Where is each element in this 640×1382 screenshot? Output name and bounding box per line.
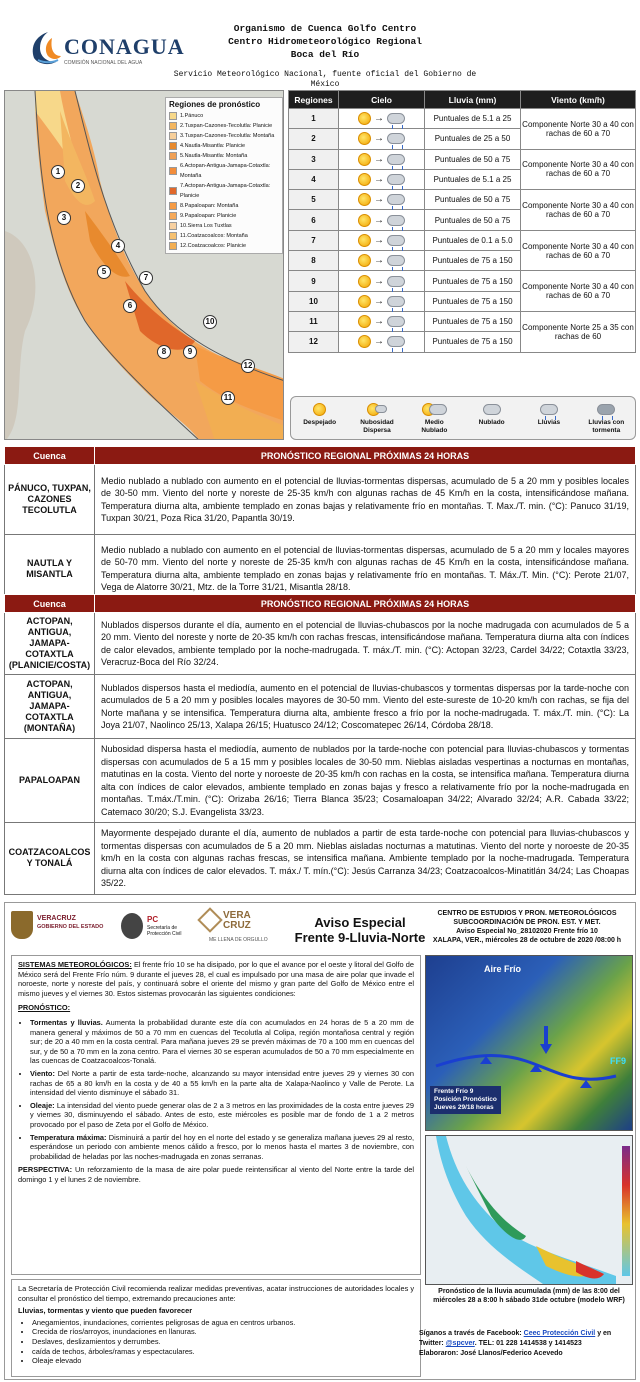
map-legend <box>165 97 283 254</box>
rain-amount: Puntuales de 75 a 150 <box>425 311 521 331</box>
region-number: 3 <box>289 149 339 169</box>
sun-icon <box>313 403 326 416</box>
sky-condition <box>339 149 425 169</box>
table-row <box>5 535 636 603</box>
issuer-line-2: SUBCOORDINACIÓN DE PRON. EST. Y MET. <box>453 919 601 926</box>
government-logos <box>9 909 279 949</box>
sky-condition <box>339 271 425 291</box>
legend-label: 5.Nautla-Misantla: Montaña <box>180 153 248 159</box>
perspectiva-text: Un reforzamiento de la masa de aire polar puede reintensificar al viento del Norte entre la tarde del domingo 1 y el lunes 2 de noviembre. <box>18 1165 414 1184</box>
veracruz-brand-text: VERA CRUZ <box>223 910 251 931</box>
rain-amount: Puntuales de 25 a 50 <box>425 129 521 149</box>
rain-cloud-icon <box>387 255 405 266</box>
arrow-right-icon: → <box>374 316 384 328</box>
legend-item <box>169 121 279 131</box>
footer-authors: Elaboraron: José Llanos/Federico Acevedo <box>419 1350 563 1357</box>
sky-legend-item <box>354 401 400 435</box>
cuenca-name: PÁNUCO, TUXPAN, CAZONES TECOLUTLA <box>5 465 95 535</box>
brand-sub: COMISIÓN NACIONAL DEL AGUA <box>64 60 143 66</box>
wrf-rain-map <box>425 1135 633 1285</box>
cloud-icon <box>375 405 387 413</box>
legend-swatch <box>169 122 177 130</box>
logo-text: VERACRUZ <box>37 915 76 922</box>
legend-item <box>169 201 279 211</box>
cuenca-forecast: Medio nublado a nublado con aumento en el potencial de lluvias-tormentas dispersas, acumulado de 5 a 20 mm y posibles locales de 30-50 mm. Viento del norte y noreste de 25-35 km/h con algunas rachas de 45 Km/h en la costa, intensificándose mañana. Temperatura diurna alta, ambiente templado en zonas bajas y relativamente frío en montañas. T. Max./T. min. (°C): Panuco 31/19, Tuxpan 30/21, Poza Rica 31/20, Papantla 30/19. <box>95 465 636 535</box>
rain-amount: Puntuales de 75 a 150 <box>425 271 521 291</box>
legend-item <box>169 151 279 161</box>
recommendations <box>11 1279 421 1377</box>
legend-label: 7.Actopan-Antigua-Jamapa-Cotaxtla: Planicie <box>180 183 271 199</box>
item-heading: Tormentas y lluvias. <box>30 1017 103 1027</box>
wind-forecast: Componente Norte 30 a 40 con rachas de 60 a 70 <box>521 190 636 231</box>
front-box-line-3: Jueves 29/18 horas <box>434 1104 494 1111</box>
list-item <box>30 1101 414 1130</box>
region-marker: 5 <box>97 265 111 279</box>
legend-swatch <box>169 232 177 240</box>
cuenca-forecast: Nublados dispersos hasta el mediodía, aumento en el potencial de lluvias-chubascos y tormentas dispersas por la tarde-noche con acumulados de 5 a 20 mm y posibles locales mayores de 30-50 mm. Viento del este-sureste de 10-20 km/h con rachas, se fija del Norte mañana y se intensifica. Temperatura diurna alta, ambiente fresco a frío por la noche-madrugada. T. máx./T. min. (°C): La Joya 21/07, Naolinco 25/13, Xalapa 26/15; Huatusco 24/12; Coscomatepec 26/14, Córdoba 28/18. <box>95 675 636 739</box>
header <box>0 0 640 88</box>
legend-swatch <box>169 152 177 160</box>
item-text: Aumenta la probabilidad durante este día con acumulados en 24 horas de 5 a 20 mm de manera general y máximos de 50 a 70 mm en cuencas del Tecolutla al Colipa, región montañosa central y región sur; de 20 a 40 mm en la costa central. Para mañana jueves 29 se prevén máximas de 70 a 100 mm en cuencas del sur, y de 50 a 70 mm en la zona centro. Para el viernes 30 se esperan acumulados de 50 a 70 mm especialmente en las cuencas de Coatzacoalcos-Tonalá. <box>30 1017 414 1066</box>
conagua-emblem-icon <box>28 30 62 66</box>
region-marker: 7 <box>139 271 153 285</box>
logo-subtext: GOBIERNO DEL ESTADO <box>37 924 104 930</box>
header-title-block <box>160 22 490 61</box>
sun-icon <box>358 153 371 166</box>
region-number: 9 <box>289 271 339 291</box>
aviso-title-2: Frente 9-Lluvia-Norte <box>294 930 426 945</box>
sun-icon <box>358 193 371 206</box>
rain-cloud-icon <box>387 235 405 246</box>
cuenca-name: ACTOPAN, ANTIGUA, JAMAPA-COTAXTLA (PLANICIE/COSTA) <box>5 613 95 675</box>
sky-condition <box>339 291 425 311</box>
sun-icon <box>358 254 371 267</box>
table-row <box>289 230 636 250</box>
facebook-link[interactable]: Ceec Protección Civil <box>523 1330 596 1337</box>
list-item: • caída de techos, árboles/ramas y espectaculares. <box>32 1347 414 1357</box>
legend-label: 6.Actopan-Antigua-Jamapa-Cotaxtla: Montaña <box>180 163 271 179</box>
col-cielo: Cielo <box>339 91 425 109</box>
arrow-right-icon: → <box>374 153 384 165</box>
veracruz-brand-subtext: ME LLENA DE ORGULLO <box>209 937 268 943</box>
legend-label: 8.Papaloapan: Montaña <box>180 203 239 209</box>
veracruz-shield-icon <box>11 911 33 939</box>
list-item <box>30 1018 414 1066</box>
rain-cloud-icon <box>387 133 405 144</box>
rain-cloud-icon <box>387 316 405 327</box>
sky-legend-label: Nublado <box>478 419 505 426</box>
col-regiones: Regiones <box>289 91 339 109</box>
rain-amount: Puntuales de 50 a 75 <box>425 190 521 210</box>
legend-swatch <box>169 187 177 195</box>
twitter-link[interactable]: @spcver <box>445 1340 475 1347</box>
sky-condition <box>339 129 425 149</box>
table-row <box>289 311 636 331</box>
table-row <box>5 739 636 823</box>
legend-item <box>169 241 279 251</box>
arrow-right-icon: → <box>374 133 384 145</box>
region-marker: 1 <box>51 165 65 179</box>
rain-cloud-icon <box>387 336 405 347</box>
rain-amount: Puntuales de 75 a 150 <box>425 251 521 271</box>
list-item: • Crecida de ríos/arroyos, inundaciones en llanuras. <box>32 1327 414 1337</box>
legend-swatch <box>169 242 177 250</box>
region-marker: 2 <box>71 179 85 193</box>
cuenca-forecast: Nublados dispersos durante el día, aumento en el potencial de lluvias-chubascos por la noche madrugada con acumulados de 5 a 20 mm. Viento del noreste y norte de 20-35 km/h con rachas frescas, intensificándose mañana. Temperatura diurna alta con índices de calor elevados, ambiente templado por la noche-madrugada. T. máx./T. min. (°C): Actopan 32/23, Cardel 34/22; Cotaxtla 33/23, Veracruz-Boca del Río 32/24. <box>95 613 636 675</box>
list-item <box>30 1069 414 1098</box>
aviso-body <box>11 955 421 1275</box>
arrow-right-icon: → <box>374 214 384 226</box>
rain-cloud-icon <box>387 174 405 185</box>
footer-line-1 <box>419 1329 637 1339</box>
sky-legend-label: Despejado <box>303 419 337 426</box>
region-number: 5 <box>289 190 339 210</box>
sky-legend-item <box>526 401 572 427</box>
legend-label: 9.Papaloapan: Planicie <box>180 213 237 219</box>
proteccion-civil-emblem-icon <box>121 913 143 939</box>
issuer-line-4: XALAPA, VER., miércoles 28 de octubre de 2020 /08:00 h <box>432 937 622 944</box>
sky-legend-item <box>469 401 515 427</box>
rain-amount: Puntuales de 5.1 a 25 <box>425 169 521 189</box>
sistemas-paragraph <box>18 960 414 998</box>
legend-label: 10.Sierra Los Tuxtlas <box>180 223 232 229</box>
regions-map <box>4 90 284 440</box>
list-item: • Oleaje elevado <box>32 1356 414 1366</box>
rain-cloud-icon <box>387 215 405 226</box>
table-row <box>5 465 636 535</box>
sky-legend-item <box>411 401 457 435</box>
regional-forecast-table-1 <box>4 446 636 603</box>
item-text: Del Norte a partir de esta tarde-noche, alcanzando su mayor intensidad entre jueves 29 y viernes 30 con rachas de 65 a 80 km/h en la costa y de 40 a 55 km/h en la parte alta de Xalapa-Naolinco y Valle de Perote. La intensidad del viento disminuye el sábado 31. <box>30 1068 414 1098</box>
pc-logo-subtext: Secretaría de Protección Civil <box>147 925 182 937</box>
cuenca-name: NAUTLA Y MISANTLA <box>5 535 95 603</box>
region-number: 12 <box>289 332 339 352</box>
legend-swatch <box>169 222 177 230</box>
region-number: 2 <box>289 129 339 149</box>
legend-swatch <box>169 212 177 220</box>
recommendations-heading: Lluvias, tormentas y viento que pueden favorecer <box>18 1306 193 1316</box>
cuenca-name: ACTOPAN, ANTIGUA, JAMAPA-COTAXTLA (MONTAÑA) <box>5 675 95 739</box>
legend-label: 2.Tuxpan-Cazones-Tecolutla: Planicie <box>180 123 273 129</box>
arrow-right-icon: → <box>374 174 384 186</box>
sky-condition <box>339 251 425 271</box>
arrow-right-icon: → <box>374 275 384 287</box>
table-row <box>289 190 636 210</box>
table-row <box>289 271 636 291</box>
legend-label: 1.Pánuco <box>180 113 204 119</box>
ff9-label: FF9 <box>610 1056 627 1066</box>
item-heading: Viento: <box>30 1068 55 1078</box>
region-number: 11 <box>289 311 339 331</box>
arrow-right-icon: → <box>374 234 384 246</box>
region-number: 7 <box>289 230 339 250</box>
rain-cloud-icon <box>387 276 405 287</box>
sun-icon <box>358 335 371 348</box>
table-row <box>5 675 636 739</box>
sky-condition <box>339 190 425 210</box>
table-row <box>5 823 636 895</box>
col-pronostico: PRONÓSTICO REGIONAL PRÓXIMAS 24 HORAS <box>95 595 636 613</box>
footer-text: y en <box>597 1330 612 1337</box>
perspectiva-paragraph <box>18 1165 414 1184</box>
forecast-table-header <box>289 91 636 109</box>
legend-item <box>169 231 279 241</box>
sistemas-text: El frente frío 10 se ha disipado, por lo que el avance por el oeste y litoral del Golfo de México será del Frente Frío núm. 9 durante el jueves 28, el cual es impulsado por una masa de aire polar que invade el noroeste, norte y noreste del país, y continuará sobre el oriente del mismo y gran parte del Golfo de México entre el mismo jueves y el viernes 30. Estos sistemas provocarán las siguientes condiciones: <box>18 960 415 998</box>
item-text: Disminuirá a partir del hoy en el norte del estado y se generaliza mañana jueves 29 al resto, esperándose un periodo con ambiente menos cálido a fresco, por lo menos hasta el martes 3 de noviembre, con probabilidad de heladas por las noches-madrugada en zonas serranas. <box>30 1132 415 1161</box>
pronostico-list <box>18 1018 414 1161</box>
recommendations-intro: La Secretaría de Protección Civil recomienda realizar medidas preventivas, acatar instrucciones de autoridades locales y consultar el pronóstico del tiempo, extremando precauciones ante: <box>18 1284 415 1303</box>
wrf-caption: Pronóstico de la lluvia acumulada (mm) de las 8:00 del miércoles 28 a 8:00 h sábado 31de octubre (modelo WRF) <box>433 1288 625 1304</box>
aviso-issuer <box>417 909 637 945</box>
legend-label: 12.Coatzacoalcos: Planicie <box>180 243 247 249</box>
table-row <box>5 613 636 675</box>
aviso-title-1: Aviso Especial <box>314 915 406 930</box>
sky-legend-label: Medio Nublado <box>421 419 448 434</box>
sky-condition <box>339 109 425 129</box>
item-text: La intensidad del viento puede generar olas de 2 a 3 metros en las proximidades de la costa entre jueves 29 y viernes 30, disminuyendo el sábado. Antes de esto, este miércoles es posible mar de fondo de 1 a 2 metros provocado por el paso de Zeta por el Golfo de México. <box>30 1100 414 1129</box>
arrow-right-icon: → <box>374 336 384 348</box>
perspectiva-heading: PERSPECTIVA: <box>18 1165 73 1175</box>
sun-icon <box>358 234 371 247</box>
aviso-especial <box>4 902 636 1380</box>
sun-icon <box>358 295 371 308</box>
footer-text: Twitter: <box>419 1340 444 1347</box>
wind-forecast: Componente Norte 30 a 40 con rachas de 60 a 70 <box>521 109 636 150</box>
col-cuenca: Cuenca <box>5 595 95 613</box>
sky-condition <box>339 332 425 352</box>
veracruz-brand-icon <box>197 907 222 932</box>
rain-icon <box>540 404 558 415</box>
rain-amount: Puntuales de 75 a 150 <box>425 332 521 352</box>
legend-item <box>169 141 279 151</box>
header-line-2: Centro Hidrometeorológico Regional <box>228 36 422 47</box>
sun-icon <box>358 214 371 227</box>
legend-label: 3.Tuxpan-Cazones-Tecolutla: Montaña <box>180 133 275 139</box>
region-marker: 9 <box>183 345 197 359</box>
wind-forecast: Componente Norte 30 a 40 con rachas de 60 a 70 <box>521 271 636 312</box>
legend-label: 11.Coatzacoalcos: Montaña <box>180 233 248 239</box>
cloud-icon <box>429 404 447 415</box>
sky-legend-label: Lluvias <box>537 419 561 426</box>
legend-swatch <box>169 142 177 150</box>
pronostico-heading: PRONÓSTICO: <box>18 1003 71 1013</box>
footer-text: . TEL: 01 228 1414538 y 1414523 <box>474 1340 582 1347</box>
cloud-icon <box>483 404 501 415</box>
region-marker: 10 <box>203 315 217 329</box>
item-heading: Temperatura máxima: <box>30 1132 107 1142</box>
legend-item <box>169 221 279 231</box>
legend-item <box>169 131 279 141</box>
sky-condition <box>339 210 425 230</box>
cuenca-name: PAPALOAPAN <box>5 739 95 823</box>
list-item: • Deslaves, deslizamientos y derrumbes. <box>32 1337 414 1347</box>
region-marker: 11 <box>221 391 235 405</box>
conagua-logo <box>28 30 185 70</box>
sun-icon <box>358 173 371 186</box>
arrow-right-icon: → <box>374 255 384 267</box>
sun-icon <box>358 315 371 328</box>
header-line-4: Servicio Meteorológico Nacional, fuente oficial del Gobierno de México <box>173 70 477 89</box>
legend-item <box>169 111 279 121</box>
region-number: 6 <box>289 210 339 230</box>
col-cuenca: Cuenca <box>5 447 95 465</box>
sky-legend-item <box>583 401 629 435</box>
rain-amount: Puntuales de 5.1 a 25 <box>425 109 521 129</box>
table-row <box>289 149 636 169</box>
contact-footer <box>419 1329 637 1359</box>
sky-condition <box>339 311 425 331</box>
header-line-1: Organismo de Cuenca Golfo Centro <box>233 23 417 34</box>
cuenca-forecast: Medio nublado a nublado con aumento en el potencial de lluvias-tormentas dispersas, acumulado de 5 a 20 mm y locales mayores de 50-70 mm. Viento del norte y noreste de 25-35 km/h con algunas rachas de 45 Km/h en la costa, intensificándose mañana. Temperatura diurna alta, ambiente templado en zonas bajas y relativamente frío en montañas. T. Máx./T. Min. (°C): Perote 21/07, Vega de Alatorre 30/21, Mtz. de la Torre 31/21, Misantla 28/18. <box>95 535 636 603</box>
wrf-map-graphic <box>426 1136 633 1285</box>
cold-air-label: Aire Frío <box>484 964 522 974</box>
legend-label: 4.Nautla-Misantla: Planicie <box>180 143 246 149</box>
footer-text: Síganos a través de Facebook: <box>419 1330 522 1337</box>
table-row <box>289 109 636 129</box>
sky-condition <box>339 230 425 250</box>
col-lluvia: Lluvia (mm) <box>425 91 521 109</box>
wind-forecast: Componente Norte 30 a 40 con rachas de 60 a 70 <box>521 230 636 271</box>
front-box-line-2: Posición Pronóstico <box>434 1096 497 1103</box>
region-marker: 12 <box>241 359 255 373</box>
cuenca-name: COATZACOALCOS Y TONALÁ <box>5 823 95 895</box>
legend-item <box>169 211 279 221</box>
region-number: 10 <box>289 291 339 311</box>
header-line-3: Boca del Río <box>290 49 360 60</box>
satellite-image <box>425 955 633 1131</box>
sky-legend <box>290 396 636 440</box>
recommendations-list <box>18 1318 414 1366</box>
list-item <box>30 1133 414 1162</box>
wind-forecast: Componente Norte 25 a 35 con rachas de 60 <box>521 311 636 352</box>
arrow-right-icon: → <box>374 194 384 206</box>
item-heading: Oleaje: <box>30 1100 55 1110</box>
rain-cloud-icon <box>387 154 405 165</box>
sun-icon <box>358 275 371 288</box>
rain-cloud-icon <box>387 113 405 124</box>
col-viento: Viento (km/h) <box>521 91 636 109</box>
front-box-line-1: Frente Frío 9 <box>434 1088 474 1095</box>
col-pronostico: PRONÓSTICO REGIONAL PRÓXIMAS 24 HORAS <box>95 447 636 465</box>
aviso-title <box>285 915 435 945</box>
region-marker: 8 <box>157 345 171 359</box>
rain-cloud-icon <box>387 194 405 205</box>
sky-legend-label: Lluvias con tormenta <box>588 419 625 434</box>
footer-line-2 <box>419 1339 637 1349</box>
legend-swatch <box>169 202 177 210</box>
region-marker: 4 <box>111 239 125 253</box>
region-number: 8 <box>289 251 339 271</box>
sky-condition <box>339 169 425 189</box>
rain-amount: Puntuales de 0.1 a 5.0 <box>425 230 521 250</box>
regional-forecast-table-2 <box>4 594 636 895</box>
legend-title: Regiones de pronóstico <box>169 100 261 109</box>
sistemas-heading: SISTEMAS METEOROLÓGICOS: <box>18 960 132 969</box>
sun-icon <box>358 112 371 125</box>
rain-amount: Puntuales de 50 a 75 <box>425 210 521 230</box>
list-item: • Anegamientos, inundaciones, corrientes peligrosas de agua en centros urbanos. <box>32 1318 414 1328</box>
sky-legend-item <box>297 401 343 427</box>
arrow-right-icon: → <box>374 113 384 125</box>
rain-amount: Puntuales de 50 a 75 <box>425 149 521 169</box>
veracruz-gov-logo <box>37 915 107 931</box>
pc-logo-text: PC <box>147 915 159 924</box>
region-number: 4 <box>289 169 339 189</box>
wind-forecast: Componente Norte 30 a 40 con rachas de 60 a 70 <box>521 149 636 190</box>
region-marker: 3 <box>57 211 71 225</box>
issuer-line-1: CENTRO DE ESTUDIOS Y PRON. METEOROLÓGICOS <box>437 910 617 917</box>
legend-swatch <box>169 112 177 120</box>
region-number: 1 <box>289 109 339 129</box>
rain-cloud-icon <box>387 296 405 307</box>
legend-swatch <box>169 132 177 140</box>
front-forecast-box <box>430 1086 501 1114</box>
arrow-right-icon: → <box>374 295 384 307</box>
rain-amount: Puntuales de 75 a 150 <box>425 291 521 311</box>
brand-name: CONAGUA <box>64 34 185 59</box>
legend-item <box>169 161 279 181</box>
sky-legend-label: Nubosidad Dispersa <box>360 419 394 434</box>
issuer-line-3: Aviso Especial No_28102020 Frente frío 10 <box>456 928 598 935</box>
legend-swatch <box>169 167 177 175</box>
legend-item <box>169 181 279 201</box>
region-marker: 6 <box>123 299 137 313</box>
cuenca-forecast: Mayormente despejado durante el día, aumento de nublados a partir de esta tarde-noche con potencial para lluvias-chubascos y tormentas dispersas con acumulados de 5 a 20 mm. Nieblas aisladas nocturnas a matutinas. Viento del norte y noroeste de 20-35 km/h en la costa con algunas rachas frescas, se intensifica mañana. Ambiente templado por la noche-madrugada. Temperatura diurna alta con índices de calor elevados. T. máx./ T. mín.(°C): Jesús Carranza 34/23; Coatzacoalcos-Minatitlán 34/24; Las Choapas 35/22. <box>95 823 636 895</box>
cuenca-forecast: Nubosidad dispersa hasta el mediodía, aumento de nublados por la tarde-noche con potencial para lluvias-chubascos y tormentas dispersas con acumulados de 5 a 15 mm y posibles locales de 30-50 mm. Nieblas aisladas vespertinas a nocturnas en montañas, matutinas en la costa. Viento del norte y noroeste de 20-35 km/h con rachas en la costa, se intensifica mañana. Temperatura diurna alta con índices de calor elevados, ambiente templado en zonas bajas y fresco a relativamente frío por la noche-madrugada en montañas. T.máx./T.min. (°C): Orizaba 26/16; Tierra Blanca 35/23; Cosamaloapan 34/22; Alvarado 32/24; A.R. Cabada 33/22; Catemaco 30/20; S.J. Evangelista 33/23. <box>95 739 636 823</box>
storm-icon <box>597 404 615 415</box>
forecast-table <box>288 90 636 353</box>
sun-icon <box>358 132 371 145</box>
